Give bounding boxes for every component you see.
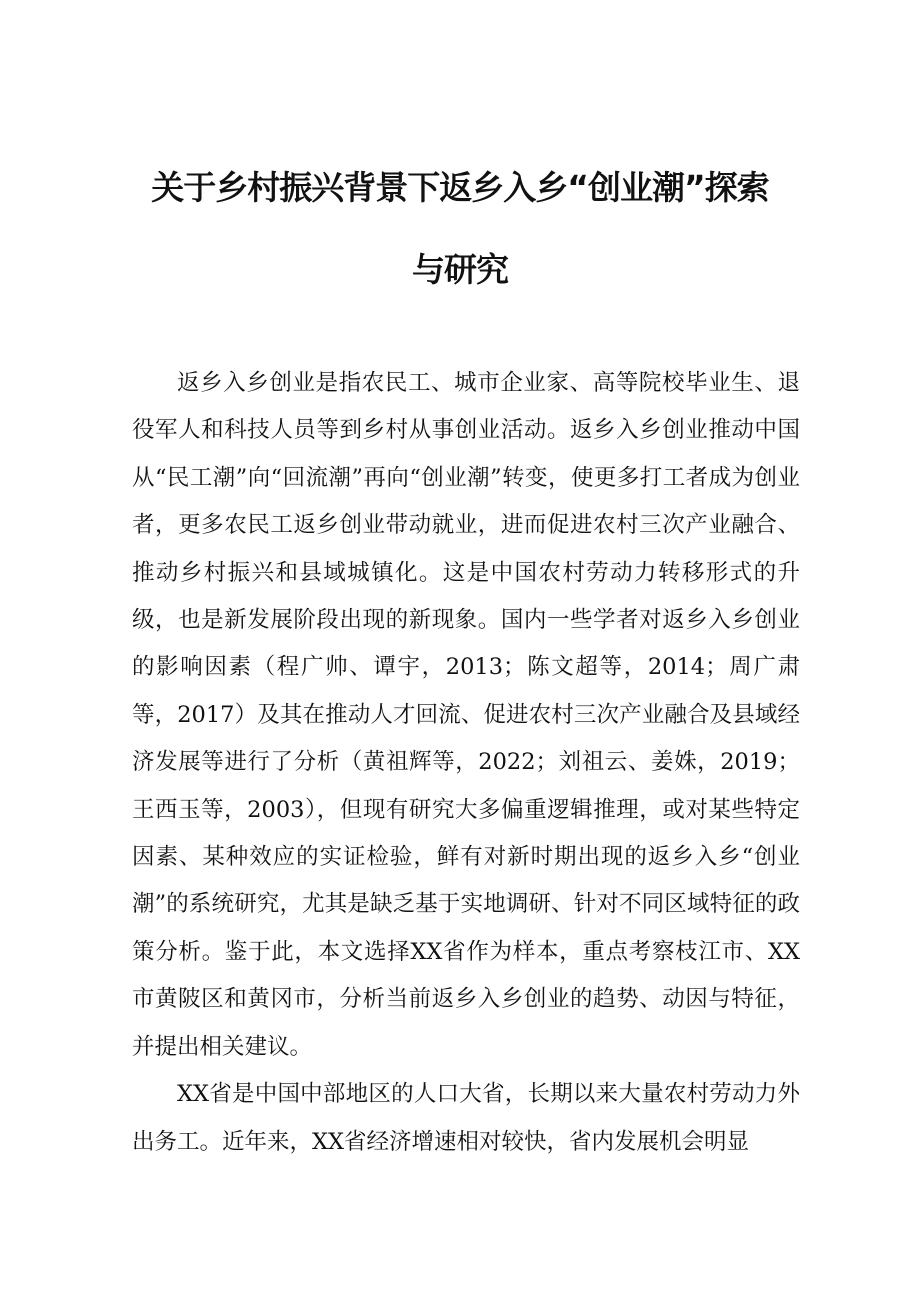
document-title-line-2: 与研究 — [412, 250, 508, 289]
body-paragraph-2: XX省是中国中部地区的人口大省，长期以来大量农村劳动力外出务工。近年来，XX省经济增速相对较快，省内发展机会明显 — [132, 1081, 800, 1155]
document-title-line-1: 关于乡村振兴背景下返乡入乡“创业潮”探索 — [151, 168, 769, 207]
document-body — [132, 360, 800, 1166]
body-paragraph-1: 返乡入乡创业是指农民工、城市企业家、高等院校毕业生、退役军人和科技人员等到乡村从事创业活动。返乡入乡创业推动中国从“民工潮”向“回流潮”再向“创业潮”转变，使更多打工者成为创业者，更多农民工返乡创业带动就业，进而促进农村三次产业融合、推动乡村振兴和县域城镇化。这是中国农村劳动力转移形式的升级，也是新发展阶段出现的新现象。国内一些学者对返乡入乡创业的影响因素（程广帅、谭宇，2013；陈文超等，2014；周广肃等，2017）及其在推动人才回流、促进农村三次产业融合及县域经济发展等进行了分析（黄祖辉等，2022；刘祖云、姜姝，2019；王西玉等，2003），但现有研究大多偏重逻辑推理，或对某些特定因素、某种效应的实证检验，鲜有对新时期出现的返乡入乡“创业潮”的系统研究，尤其是缺乏基于实地调研、针对不同区域特征的政策分析。鉴于此，本文选择XX省作为样本，重点考察枝江市、XX市黄陂区和黄冈市，分析当前返乡入乡创业的趋势、动因与特征，并提出相关建议。 — [132, 370, 800, 1060]
